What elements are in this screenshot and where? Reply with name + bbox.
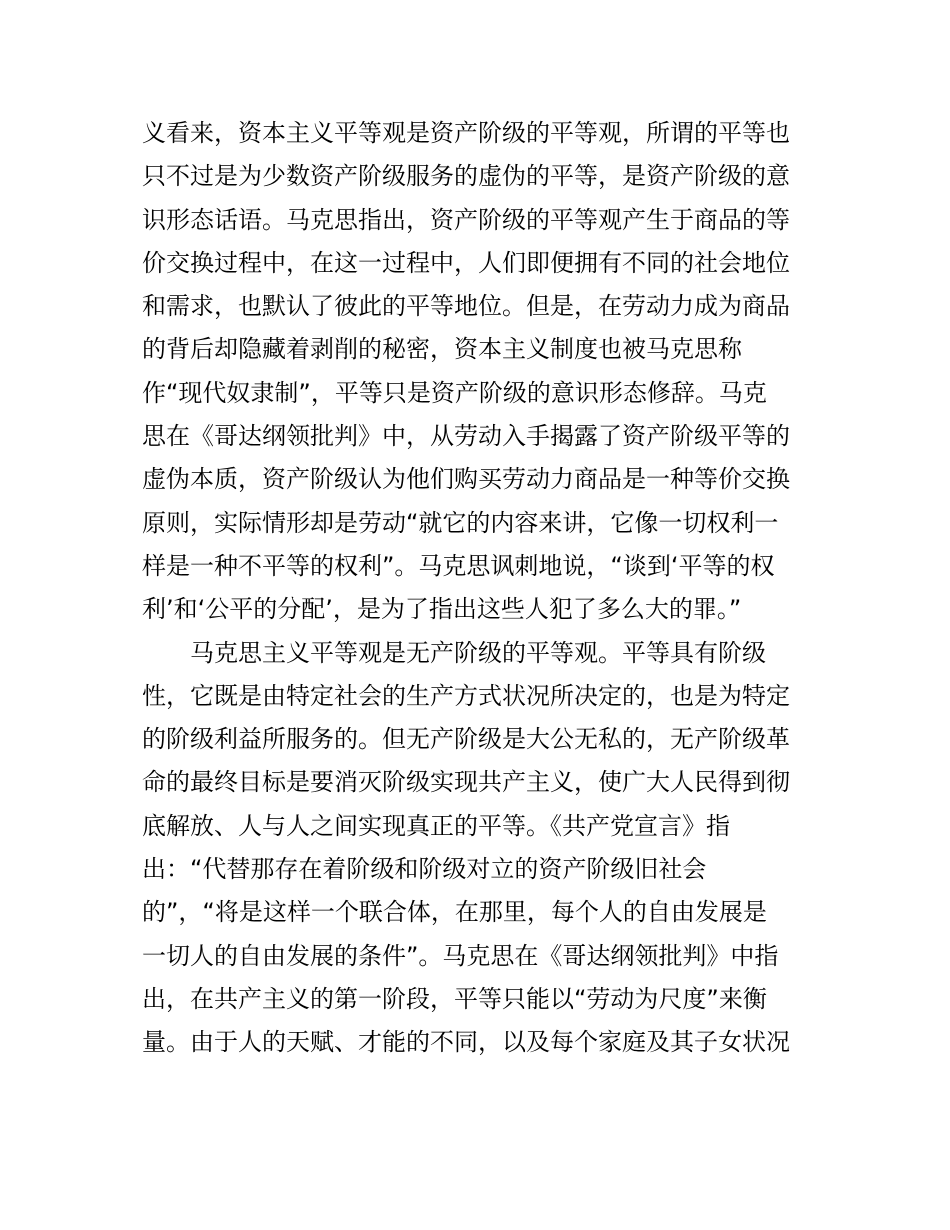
- text-line: 和需求，也默认了彼此的平等地位。但是，在劳动力成为商品: [142, 292, 790, 321]
- text-line: 命的最终目标是要消灭阶级实现共产主义，使广大人民得到彻: [142, 768, 790, 797]
- text-line: 的阶级利益所服务的。但无产阶级是大公无私的，无产阶级革: [142, 725, 790, 754]
- paragraph-2: [142, 632, 818, 1065]
- text-line: 义看来，资本主义平等观是资产阶级的平等观，所谓的平等也: [142, 119, 790, 147]
- text-line: 原则，实际情形却是劳动“就它的内容来讲，它像一切权利一: [142, 508, 779, 537]
- paragraph-1: [142, 112, 818, 632]
- text-line: 性，它既是由特定社会的生产方式状况所决定的，也是为特定: [142, 681, 790, 710]
- text-line: 量。由于人的天赋、才能的不同，以及每个家庭及其子女状况: [142, 1028, 790, 1057]
- text-line: 样是一种不平等的权利”。马克思讽刺地说，“谈到‘平等的权: [142, 551, 775, 580]
- text-line: 虚伪本质，资产阶级认为他们购买劳动力商品是一种等价交换: [142, 465, 790, 494]
- text-line: 只不过是为少数资产阶级服务的虚伪的平等，是资产阶级的意: [142, 162, 790, 191]
- text-line: 出，在共产主义的第一阶段，平等只能以“劳动为尺度”来衡: [142, 984, 767, 1013]
- text-line: 作“现代奴隶制”，平等只是资产阶级的意识形态修辞。马克: [142, 378, 767, 407]
- text-line: 的”，“将是这样一个联合体，在那里，每个人的自由发展是: [142, 898, 767, 927]
- text-line: 底解放、人与人之间实现真正的平等。《共产党宣言》指: [142, 811, 730, 840]
- text-line: 思在《哥达纲领批判》中，从劳动入手揭露了资产阶级平等的: [142, 422, 790, 451]
- text-line: 价交换过程中，在这一过程中，人们即便拥有不同的社会地位: [142, 248, 790, 277]
- text-line: 的背后却隐藏着剥削的秘密，资本主义制度也被马克思称: [142, 335, 742, 364]
- text-line: 马克思主义平等观是无产阶级的平等观。平等具有阶级: [142, 638, 766, 667]
- text-line: 一切人的自由发展的条件”。马克思在《哥达纲领批判》中指: [142, 941, 779, 970]
- body-text: [142, 112, 818, 1065]
- text-line: 识形态话语。马克思指出，资产阶级的平等观产生于商品的等: [142, 205, 790, 234]
- text-line: 出：“代替那存在着阶级和阶级对立的资产阶级旧社会: [142, 855, 707, 884]
- text-line: 利’和‘公平的分配’，是为了指出这些人犯了多么大的罪。”: [142, 595, 742, 624]
